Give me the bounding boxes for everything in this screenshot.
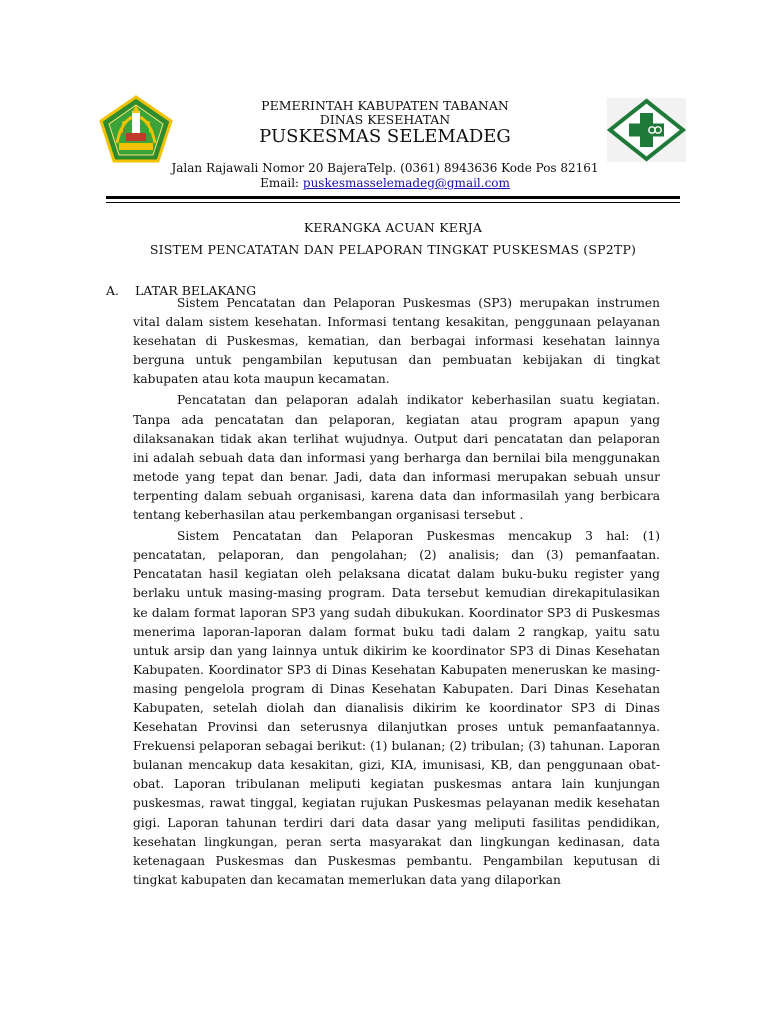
paragraph: Sistem Pencatatan dan Pelaporan Puskesmas mencakup 3 hal: (1) pencatatan, pelaporan, dan pengolahan; (2) analisis; dan (3) pemanfaatan. Pencatatan hasil kegiatan oleh pelaksana dicatat dalam buku-buku register yang berlaku untuk masing-masing program. Data tersebut kemudian direkapitulasikan ke dalam format laporan SP3 yang sudah dibukukan. Koordinator SP3 di Puskesmas menerima laporan-laporan dalam format buku tadi dalam 2 rangkap, yaitu satu untuk arsip dan yang lainnya untuk dikirim ke koordinator SP3 di Dinas Kesehatan Kabupaten. Koordinator SP3 di Dinas Kesehatan Kabupaten meneruskan ke masing-masing pengelola program di Dinas Kesehatan Kabupaten. Dari Dinas Kesehatan Kabupaten, setelah diolah dan dianalisis dikirim ke koordinator SP3 di Dinas Kesehatan Provinsi dan seterusnya dilanjutkan proses untuk pemanfaatannya. Frekuensi pelaporan sebagai berikut: (1) bulanan; (2) tribulan; (3) tahunan. Laporan bulanan mencakup data kesakitan, gizi, KIA, imunisasi, KB, dan penggunaan obat-obat. Laporan tribulanan meliputi kegiatan puskesmas antara lain kunjungan puskesmas, rawat tinggal, kegiatan rujukan Puskesmas pelayanan medik kesehatan gigi. Laporan tahunan terdiri dari data dasar yang meliputi fasilitas pendidikan, kesehatan lingkungan, peran serta masyarakat dan lingkungan kedinasan, data ketenagaan Puskesmas dan Puskesmas pembantu. Pengambilan keputusan di tingkat kabupaten dan kecamatan memerlukan data yang dilaporkan — [133, 529, 660, 887]
letterhead-government: PEMERINTAH KABUPATEN TABANAN — [261, 98, 509, 113]
document-title: KERANGKA ACUAN KERJA — [303, 220, 483, 235]
email-link[interactable]: puskesmasselemadeg@gmail.com — [302, 176, 510, 190]
letterhead-email-line — [170, 176, 600, 190]
paragraph: Pencatatan dan pelaporan adalah indikator keberhasilan suatu kegiatan. Tanpa ada pencatatan dan pelaporan, kegiatan atau program apapun yang dilaksanakan tidak akan terlihat wujudnya. Output dari pencatatan dan pelaporan ini adalah sebuah data dan informasi yang berharga dan bernilai bila menggunakan metode yang tepat dan benar. Jadi, data dan informasi merupakan sebuah unsur terpenting dalam sebuah organisasi, karena data dan informasilah yang berbicara tentang keberhasilan atau perkembangan organisasi tersebut . — [133, 393, 660, 523]
section-letter: A. — [106, 283, 120, 298]
letterhead-divider-thick — [106, 196, 680, 199]
letterhead-divider-thin — [106, 202, 680, 203]
email-label: Email: — [260, 176, 303, 190]
section-body — [133, 294, 660, 890]
section-title: LATAR BELAKANG — [135, 283, 257, 298]
paragraph: Sistem Pencatatan dan Pelaporan Puskesmas (SP3) merupakan instrumen vital dalam sistem kesehatan. Informasi tentang kesakitan, penggunaan pelayanan kesehatan di Puskesmas, kematian, dan berbagai informasi kesehatan lainnya berguna untuk pengambilan keputusan dan pembuatan kebijakan di tingkat kabupaten atau kota maupun kecamatan. — [133, 296, 660, 387]
puskesmas-cross-logo-icon — [607, 98, 686, 162]
letterhead-department: DINAS KESEHATAN — [319, 112, 451, 127]
tabanan-regency-emblem-icon — [99, 95, 173, 163]
letterhead-address: Jalan Rajawali Nomor 20 BajeraTelp. (0361) 8943636 Kode Pos 82161 — [171, 161, 599, 175]
document-subtitle: SISTEM PENCATATAN DAN PELAPORAN TINGKAT PUSKESMAS (SP2TP) — [149, 242, 637, 257]
letterhead-institution: PUSKESMAS SELEMADEG — [259, 126, 511, 147]
